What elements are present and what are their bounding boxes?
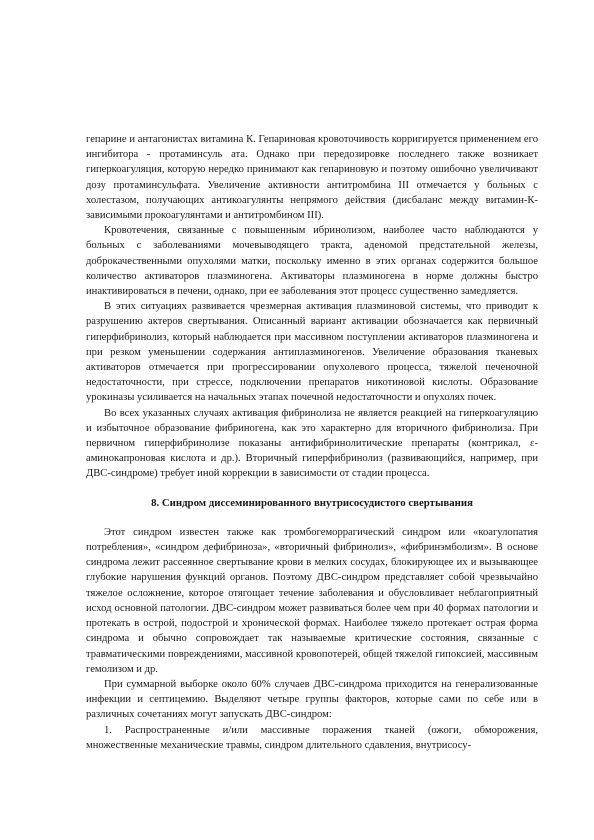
section-heading: 8. Синдром диссеминированного внутрисосудистого свертывания <box>151 496 473 509</box>
paragraph-heparin: гепарине и антагонистах витамина К. Гепариновая кровоточивость корригируется применением его ингибитора - протаминсуль ата. Однако при передозировке последнего также возникает гиперкоагуляция, которую нередко принимают как гепариновую и поэтому ошибочно увеличивают дозу протаминсульфата. Увеличение активности антитромбина III отмечается у больных с холестазом, получающих антикоагулянты непрямого действия (дисбаланс между витамин-К-зависимыми прокоагулянтами и антитромбином III). <box>86 134 538 222</box>
document-page <box>86 132 538 753</box>
paragraph-dic-factors: При суммарной выборке около 60% случаев ДВС-синдрома приходится на генерализованные инфекции и септицемию. Выделяют четыре группы факторов, которые сами по себе или в различных сочетаниях могут запускать ДВС-синдром: <box>86 678 538 721</box>
paragraph-secondary-fibrinolysis: Во всех указанных случаях активация фибринолиза не является реакцией на гиперкоагуляцию и избыточное образование фибриногена, как это характерно для вторичного фибринолиза. При первичном гиперфибринолизе показаны антифибринолитические препараты (контрикал, ε-аминокапроновая кислота и др.). Вторичный гиперфибринолиз (развивающийся, например, при ДВС-синдроме) требует иной коррекции в зависимости от стадии процесса. <box>86 407 538 480</box>
paragraph-dic-definition: Этот синдром известен также как тромбогеморрагический синдром или «коагулопатия потребления», «синдром дефибриноза», «вторичный фибринолиз», «фибринэмболизм». В основе синдрома лежит рассеянное свертывание крови в мелких сосудах, блокирующее их и вызывающее глубокие нарушения функций органов. Поэтому ДВС-синдром представляет собой чрезвычайно тяжелое осложнение, которое отягощает течение заболевания и обусловливает неблагоприятный исход основной патологии. ДВС-синдром может развиваться более чем при 40 формах патологии и протекать в острой, подострой и хронической формах. Наиболее тяжело протекает острая форма синдрома и обычно сопровождает так называемые критические состояния, связанные с травматическими повреждениями, массивной кровопотерей, общей тяжелой гипоксией, массивным гемолизом и др. <box>86 526 538 675</box>
paragraph-bleeding-fibrinolysis: Кровотечения, связанные с повышенным ибринолизом, наиболее часто наблюдаются у больных с заболеваниями мочевыводящего тракта, аденомой предстательной железы, доброкачественными опухолями матки, поскольку именно в этих органах содержится большое количество активаторов плазминогена. Активаторы плазминогена в норме должны быстро инактивироваться в печени, однако, при ее заболевания этот процесс существенно замедляется. <box>86 225 538 298</box>
paragraph-primary-hyperfibrinolysis: В этих ситуациях развивается чрезмерная активация плазминовой системы, что приводит к разрушению актеров свертывания. Описанный вариант активации обозначается как первичный гиперфибринолиз, который наблюдается при массивном поступлении активаторов плазминогена и при резком уменьшении содержания антиплазминогенов. Увеличение образования тканевых активаторов отмечается при прогрессировании опухолевого процесса, тяжелой печеночной недостаточности, при стрессе, подключении препаратов никотиновой кислоты. Образование урокиназы усиливается на начальных этапах почечной недостаточности и опухолях почек. <box>86 301 538 404</box>
list-item-1: 1. Распространенные и/или массивные поражения тканей (ожоги, обморожения, множественные механические травмы, синдром длительного сдавления, внутрисосу- <box>86 724 538 751</box>
